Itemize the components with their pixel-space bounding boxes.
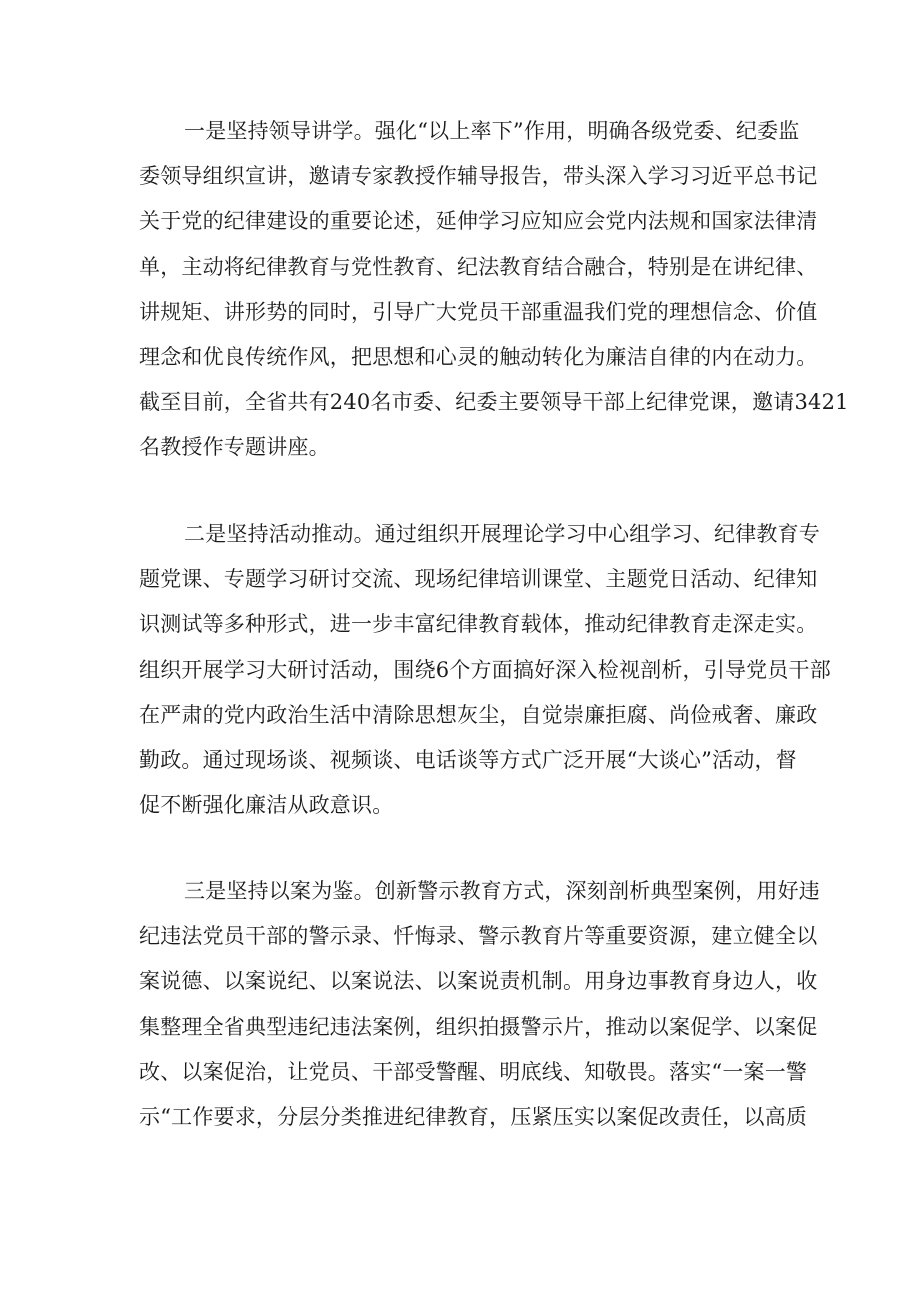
text-line: 三是坚持以案为鉴。创新警示教育方式，深刻剖析典型案例，用好违	[184, 879, 820, 903]
text-line: 勤政。通过现场谈、视频谈、电话谈等方式广泛开展“大谈心”活动，督	[139, 747, 797, 772]
text-line: 关于党的纪律建设的重要论述，延伸学习应知应会党内法规和国家法律清	[139, 209, 818, 234]
paragraph-activity-promotion	[139, 512, 831, 828]
text-line: 在严肃的党内政治生活中清除思想灰尘，自觉崇廉拒腐、尚俭戒奢、廉政	[139, 702, 818, 727]
text-line: 纪违法党员干部的警示录、忏悔录、警示教育片等重要资源，建立健全以	[139, 924, 818, 949]
text-line: 一是坚持领导讲学。强化“以上率下”作用，明确各级党委、纪委监	[184, 119, 800, 143]
text-line: 促不断强化廉洁从政意识。	[139, 793, 394, 818]
text-line: 案说德、以案说纪、以案说法、以案说责机制。用身边事教育身边人，收	[139, 969, 818, 994]
text-line: 集整理全省典型违纪违法案例，组织拍摄警示片，推动以案促学、以案促	[139, 1014, 818, 1039]
text-line: 题党课、专题学习研讨交流、现场纪律培训课堂、主题党日活动、纪律知	[139, 567, 818, 592]
text-line: 讲规矩、讲形势的同时，引导广大党员干部重温我们党的理想信念、价值	[139, 299, 818, 324]
text-line: 识测试等多种形式，进一步丰富纪律教育载体，推动纪律教育走深走实。	[139, 612, 818, 637]
text-line: 改、以案促治，让党员、干部受警醒、明底线、知敬畏。落实“一案一警	[139, 1059, 808, 1084]
paragraph-case-warning	[139, 869, 820, 1140]
text-line: 截至目前，全省共有240名市委、纪委主要领导干部上纪律党课，邀请3421	[139, 390, 849, 415]
text-line: 委领导组织宣讲，邀请专家教授作辅导报告，带头深入学习习近平总书记	[139, 164, 818, 189]
text-line: 示“工作要求，分层分类推进纪律教育，压紧压实以案促改责任，以高质	[139, 1104, 808, 1129]
text-line: 组织开展学习大研讨活动，围绕6个方面搞好深入检视剖析，引导党员干部	[139, 657, 831, 682]
text-line: 二是坚持活动推动。通过组织开展理论学习中心组学习、纪律教育专	[184, 522, 820, 546]
paragraph-leadership-lectures	[139, 109, 849, 471]
text-line: 理念和优良传统作风，把思想和心灵的触动转化为廉洁自律的内在动力。	[139, 344, 818, 369]
text-line: 名教授作专题讲座。	[139, 435, 330, 460]
text-line: 单，主动将纪律教育与党性教育、纪法教育结合融合，特别是在讲纪律、	[139, 254, 818, 279]
